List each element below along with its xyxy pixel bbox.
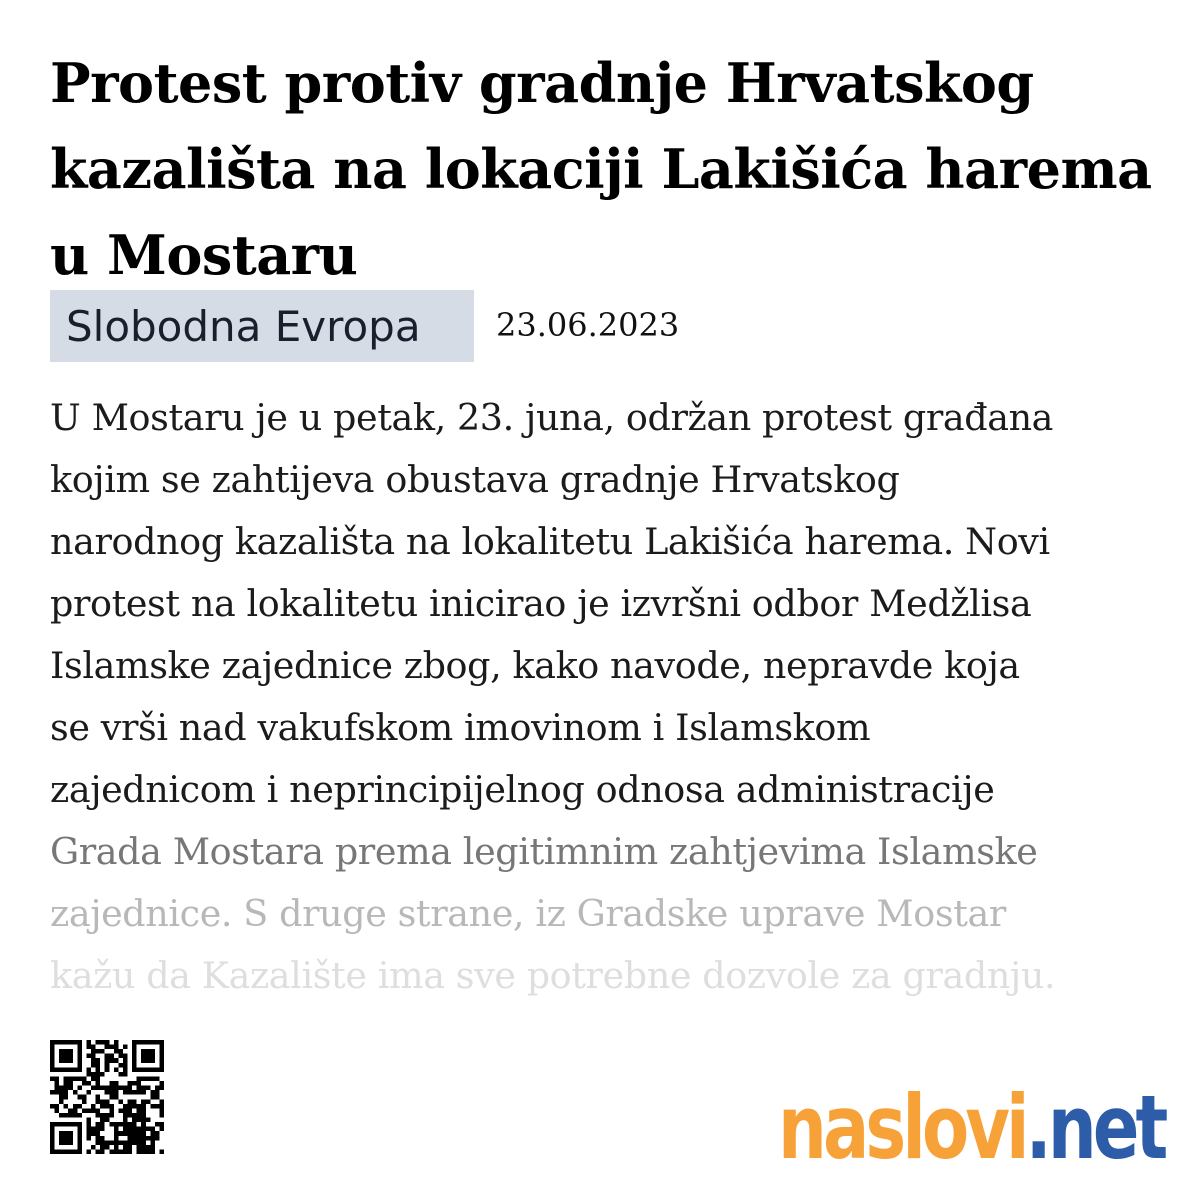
article-meta bbox=[50, 290, 679, 362]
site-logo[interactable] bbox=[777, 1062, 1164, 1179]
article-body bbox=[50, 387, 1160, 1007]
article-headline: Protest protiv gradnje Hrvatskog kazališta na lokaciji Lakišića harema u Mostaru bbox=[50, 51, 1152, 287]
body-line: protest na lokalitetu inicirao je izvršni odbor Medžlisa bbox=[50, 582, 1032, 625]
logo-text-part1: naslovi bbox=[777, 1076, 1026, 1179]
publication-date: 23.06.2023 bbox=[496, 306, 680, 344]
body-line: kojim se zahtijeva obustava gradnje Hrvatskog bbox=[50, 458, 900, 501]
body-line: narodnog kazališta na lokalitetu Lakišića harema. Novi bbox=[50, 520, 1050, 563]
body-line: Islamske zajednice zbog, kako navode, nepravde koja bbox=[50, 644, 1020, 687]
body-line-faded: Grada Mostara prema legitimnim zahtjevima Islamske bbox=[50, 830, 1038, 873]
logo-text-part2: .net bbox=[1025, 1076, 1164, 1179]
body-line: se vrši nad vakufskom imovinom i Islamskom bbox=[50, 706, 871, 749]
body-line: U Mostaru je u petak, 23. juna, održan protest građana bbox=[50, 396, 1054, 439]
body-line-faded: kažu da Kazalište ima sve potrebne dozvole za gradnju. bbox=[50, 954, 1056, 997]
body-line-faded: zajednice. S druge strane, iz Gradske uprave Mostar bbox=[50, 892, 1006, 935]
qr-code-icon[interactable] bbox=[50, 1040, 164, 1154]
source-badge[interactable]: Slobodna Evropa bbox=[50, 290, 474, 362]
body-line: zajednicom i neprincipijelnog odnosa administracije bbox=[50, 768, 995, 811]
